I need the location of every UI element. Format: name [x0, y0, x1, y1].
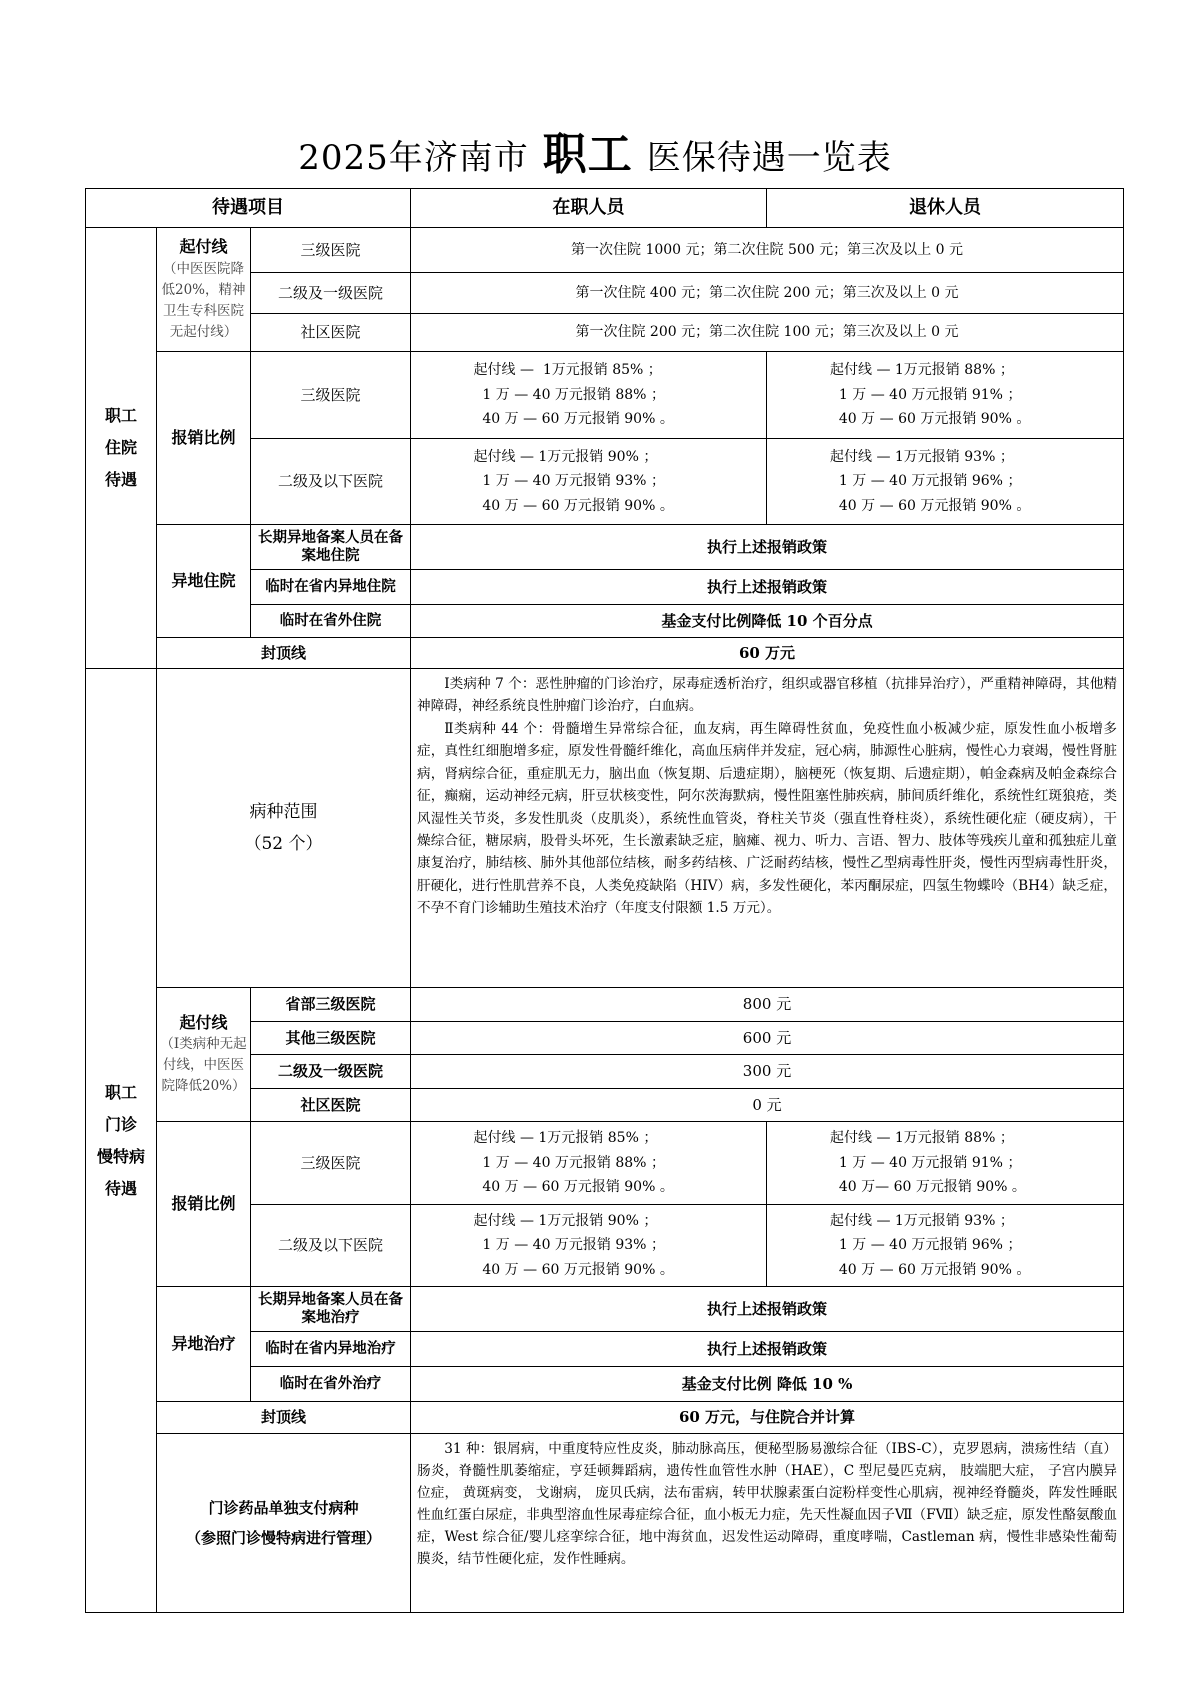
inpatient-deductible-label: [156, 227, 251, 352]
outpatient-ratio-active: [410, 1121, 767, 1205]
outpatient-deductible-value: 800 元: [410, 987, 1124, 1022]
outpatient-offsite-type: 临时在省外治疗: [250, 1366, 411, 1402]
inpatient-offsite-value: 基金支付比例降低 10 个百分点: [410, 604, 1124, 638]
outpatient-scope-text: [410, 668, 1124, 988]
deductible-note: （Ⅰ类病种无起付线，中医医院降低20%）: [160, 1036, 247, 1095]
inpatient-ratio-active: [410, 438, 767, 525]
inpatient-level: 二级及一级医院: [250, 272, 411, 314]
outpatient-ratio-level: 二级及以下医院: [250, 1204, 411, 1287]
group-word: 待遇: [104, 1178, 137, 1198]
rate-line: 40 万 — 60 万元报销 90% 。: [473, 1261, 674, 1278]
inpatient-offsite-type: 临时在省外住院: [250, 604, 411, 638]
rate-line: 1 万 — 40 万元报销 93% ；: [473, 1237, 665, 1254]
rate-line: 1 万 — 40 万元报销 88% ；: [473, 1154, 665, 1171]
rate-line: 40 万 — 60 万元报销 90% 。: [473, 411, 674, 428]
rate-line: 40 万 — 60 万元报销 90% 。: [473, 1179, 674, 1196]
outpatient-ratio-label: 报销比例: [156, 1121, 251, 1287]
outpatient-offsite-type: 临时在省内异地治疗: [250, 1331, 411, 1367]
outpatient-offsite-label: 异地治疗: [156, 1286, 251, 1402]
scope-count: （52 个）: [244, 834, 323, 854]
group-word: 职工: [104, 1082, 137, 1102]
outpatient-ratio-retired: [766, 1121, 1124, 1205]
page-title: [0, 118, 1190, 182]
rate-line: 1 万 — 40 万元报销 91% ；: [830, 386, 1022, 403]
header-active: 在职人员: [410, 188, 767, 228]
scope-class1: Ⅰ类病种 7 个：恶性肿瘤的门诊治疗，尿毒症透析治疗，组织或器官移植（抗排异治疗），严重精神障碍，其他精神障碍，神经系统良性肿瘤门诊治疗，白血病。: [417, 676, 1117, 715]
group-word: 门诊: [104, 1114, 137, 1134]
outpatient-deductible-value: 300 元: [410, 1054, 1124, 1089]
rate-line: 起付线 — 1万元报销 85% ；: [473, 1130, 658, 1147]
outpatient-ratio-retired: [766, 1204, 1124, 1287]
scope-title: 病种范围: [249, 801, 318, 822]
rate-line: 起付线 — 1万元报销 88% ；: [830, 1130, 1014, 1147]
rate-line: 1 万 — 40 万元报销 91% ；: [830, 1154, 1022, 1171]
rate-line: 40 万 — 60 万元报销 90% 。: [830, 497, 1031, 514]
outpatient-level: 省部三级医院: [250, 987, 411, 1022]
title-suffix: 医保待遇一览表: [646, 138, 892, 178]
inpatient-cap-label: 封顶线: [156, 637, 411, 669]
inpatient-ratio-active: [410, 351, 767, 439]
scope-class2: Ⅱ类病种 44 个：骨髓增生异常综合征，血友病，再生障碍性贫血，免疫性血小板减少症，原发性血小板增多症，真性红细胞增多症，原发性骨髓纤维化，高血压病伴并发症，冠心病，肺源性心脏病，慢性心力衰竭，慢性肾脏病，肾病综合征，重症肌无力，脑出血（恢复期、后遗症期），脑梗死（恢复期、后遗症期），帕金森病及帕金森综合征，癫痫，运动神经元病，肝豆状核变性，阿尔茨海默病，慢性阻塞性肺疾病，肺间质纤维化，系统性红斑狼疮，类风湿性关节炎，多发性肌炎（皮肌炎），系统性血管炎，脊柱关节炎（强直性脊柱炎），系统性硬化症（硬皮病），干燥综合征，糖尿病，股骨头坏死，生长激素缺乏症，脑瘫、视力、听力、言语、智力、肢体等残疾儿童和孤独症儿童康复治疗，肺结核、肺外其他部位结核，耐多药结核、广泛耐药结核，慢性乙型病毒性肝炎，慢性丙型病毒性肝炎，肝硬化，进行性肌营养不良，人类免疫缺陷（HIV）病，多发性硬化，苯丙酮尿症，四氢生物蝶呤（BH4）缺乏症，不孕不育门诊辅助生殖技术治疗（年度支付限额 1.5 万元）。: [417, 720, 1117, 917]
header-retired: 退休人员: [766, 188, 1124, 228]
rate-line: 1 万 — 40 万元报销 96% ；: [830, 473, 1022, 490]
title-emphasis: 职工: [542, 129, 633, 180]
group-word: 住院: [104, 438, 137, 457]
header-item: 待遇项目: [85, 188, 411, 228]
inpatient-deductible-value: 第一次住院 400 元；第二次住院 200 元；第三次及以上 0 元: [410, 272, 1124, 314]
rate-line: 起付线 — 1万元报销 85% ；: [473, 362, 662, 379]
inpatient-deductible-value: 第一次住院 1000 元；第二次住院 500 元；第三次及以上 0 元: [410, 227, 1124, 273]
outpatient-deductible-label: [156, 987, 251, 1122]
outpatient-offsite-value: 执行上述报销政策: [410, 1286, 1124, 1332]
deductible-title: 起付线: [179, 237, 228, 257]
outpatient-offsite-type: 长期异地备案人员在备案地治疗: [250, 1286, 411, 1332]
rate-line: 起付线 — 1万元报销 90% ；: [473, 448, 658, 465]
inpatient-group-label: [85, 227, 157, 669]
deductible-note: （中医医院降低20%，精神卫生专科医院无起付线）: [161, 260, 246, 340]
title-prefix: 2025年济南市: [298, 138, 529, 178]
outpatient-scope-label: [156, 668, 411, 988]
inpatient-offsite-type: 长期异地备案人员在备案地住院: [250, 524, 411, 570]
drugs-title: 门诊药品单独支付病种: [208, 1499, 359, 1517]
drugs-subtitle: （参照门诊慢特病进行管理）: [185, 1529, 381, 1547]
inpatient-ratio-level: 三级医院: [250, 351, 411, 439]
group-word: 职工: [104, 406, 137, 425]
rate-line: 1 万 — 40 万元报销 93% ；: [473, 473, 665, 490]
rate-line: 40 万 — 60 万元报销 90% 。: [830, 1261, 1031, 1278]
outpatient-ratio-level: 三级医院: [250, 1121, 411, 1205]
group-word: 待遇: [104, 470, 137, 489]
inpatient-ratio-retired: [766, 351, 1124, 439]
inpatient-ratio-label: 报销比例: [156, 351, 251, 525]
group-word: 慢特病: [96, 1146, 145, 1166]
inpatient-offsite-value: 执行上述报销政策: [410, 524, 1124, 570]
outpatient-drugs-text: [410, 1433, 1124, 1613]
outpatient-drugs-label: [156, 1433, 411, 1613]
outpatient-level: 其他三级医院: [250, 1021, 411, 1055]
inpatient-deductible-value: 第一次住院 200 元；第二次住院 100 元；第三次及以上 0 元: [410, 313, 1124, 352]
outpatient-offsite-value: 执行上述报销政策: [410, 1331, 1124, 1367]
rate-line: 1 万 — 40 万元报销 88% ；: [473, 386, 665, 403]
inpatient-level: 社区医院: [250, 313, 411, 352]
inpatient-offsite-label: 异地住院: [156, 524, 251, 638]
deductible-title: 起付线: [179, 1012, 228, 1032]
inpatient-offsite-type: 临时在省内异地住院: [250, 569, 411, 605]
rate-line: 起付线 — 1万元报销 90% ；: [473, 1212, 658, 1229]
rate-line: 40 万— 60 万元报销 90% 。: [830, 1179, 1026, 1196]
rate-line: 起付线 — 1万元报销 88% ；: [830, 362, 1014, 379]
inpatient-cap-value: 60 万元: [410, 637, 1124, 669]
rate-line: 1 万 — 40 万元报销 96% ；: [830, 1237, 1022, 1254]
outpatient-cap-label: 封顶线: [156, 1401, 411, 1434]
outpatient-level: 二级及一级医院: [250, 1054, 411, 1089]
rate-line: 40 万 — 60 万元报销 90% 。: [473, 497, 674, 514]
outpatient-level: 社区医院: [250, 1088, 411, 1122]
outpatient-group-label: [85, 668, 157, 1613]
inpatient-offsite-value: 执行上述报销政策: [410, 569, 1124, 605]
inpatient-ratio-level: 二级及以下医院: [250, 438, 411, 525]
rate-line: 起付线 — 1万元报销 93% ；: [830, 1212, 1014, 1229]
outpatient-ratio-active: [410, 1204, 767, 1287]
rate-line: 40 万 — 60 万元报销 90% 。: [830, 411, 1031, 428]
inpatient-ratio-retired: [766, 438, 1124, 525]
inpatient-level: 三级医院: [250, 227, 411, 273]
outpatient-deductible-value: 0 元: [410, 1088, 1124, 1122]
drugs-list: 31 种：银屑病，中重度特应性皮炎，肺动脉高压，便秘型肠易激综合征（IBS-C），克罗恩病，溃疡性结（直）肠炎，脊髓性肌萎缩症，亨廷顿舞蹈病，遗传性血管性水肿（HAE），C 型尼曼匹克病， 肢端肥大症， 子宫内膜异位症， 黄斑病变， 戈谢病， 庞贝氏病，法布雷病，转甲状腺素蛋白淀粉样变性心肌病，视神经脊髓炎，阵发性睡眠性血红蛋白尿症，非典型溶血性尿毒症综合征，血小板无力症，先天性凝血因子Ⅶ（FⅦ）缺乏症，原发性酪氨酸血症，West 综合征/婴儿痉挛综合征，地中海贫血，迟发性运动障碍，重度哮喘，Castleman 病，慢性非感染性葡萄膜炎，结节性硬化症，发作性睡病。: [417, 1441, 1117, 1568]
outpatient-deductible-value: 600 元: [410, 1021, 1124, 1055]
outpatient-offsite-value: 基金支付比例 降低 10 %: [410, 1366, 1124, 1402]
outpatient-cap-value: 60 万元，与住院合并计算: [410, 1401, 1124, 1434]
rate-line: 起付线 — 1万元报销 93% ；: [830, 448, 1014, 465]
